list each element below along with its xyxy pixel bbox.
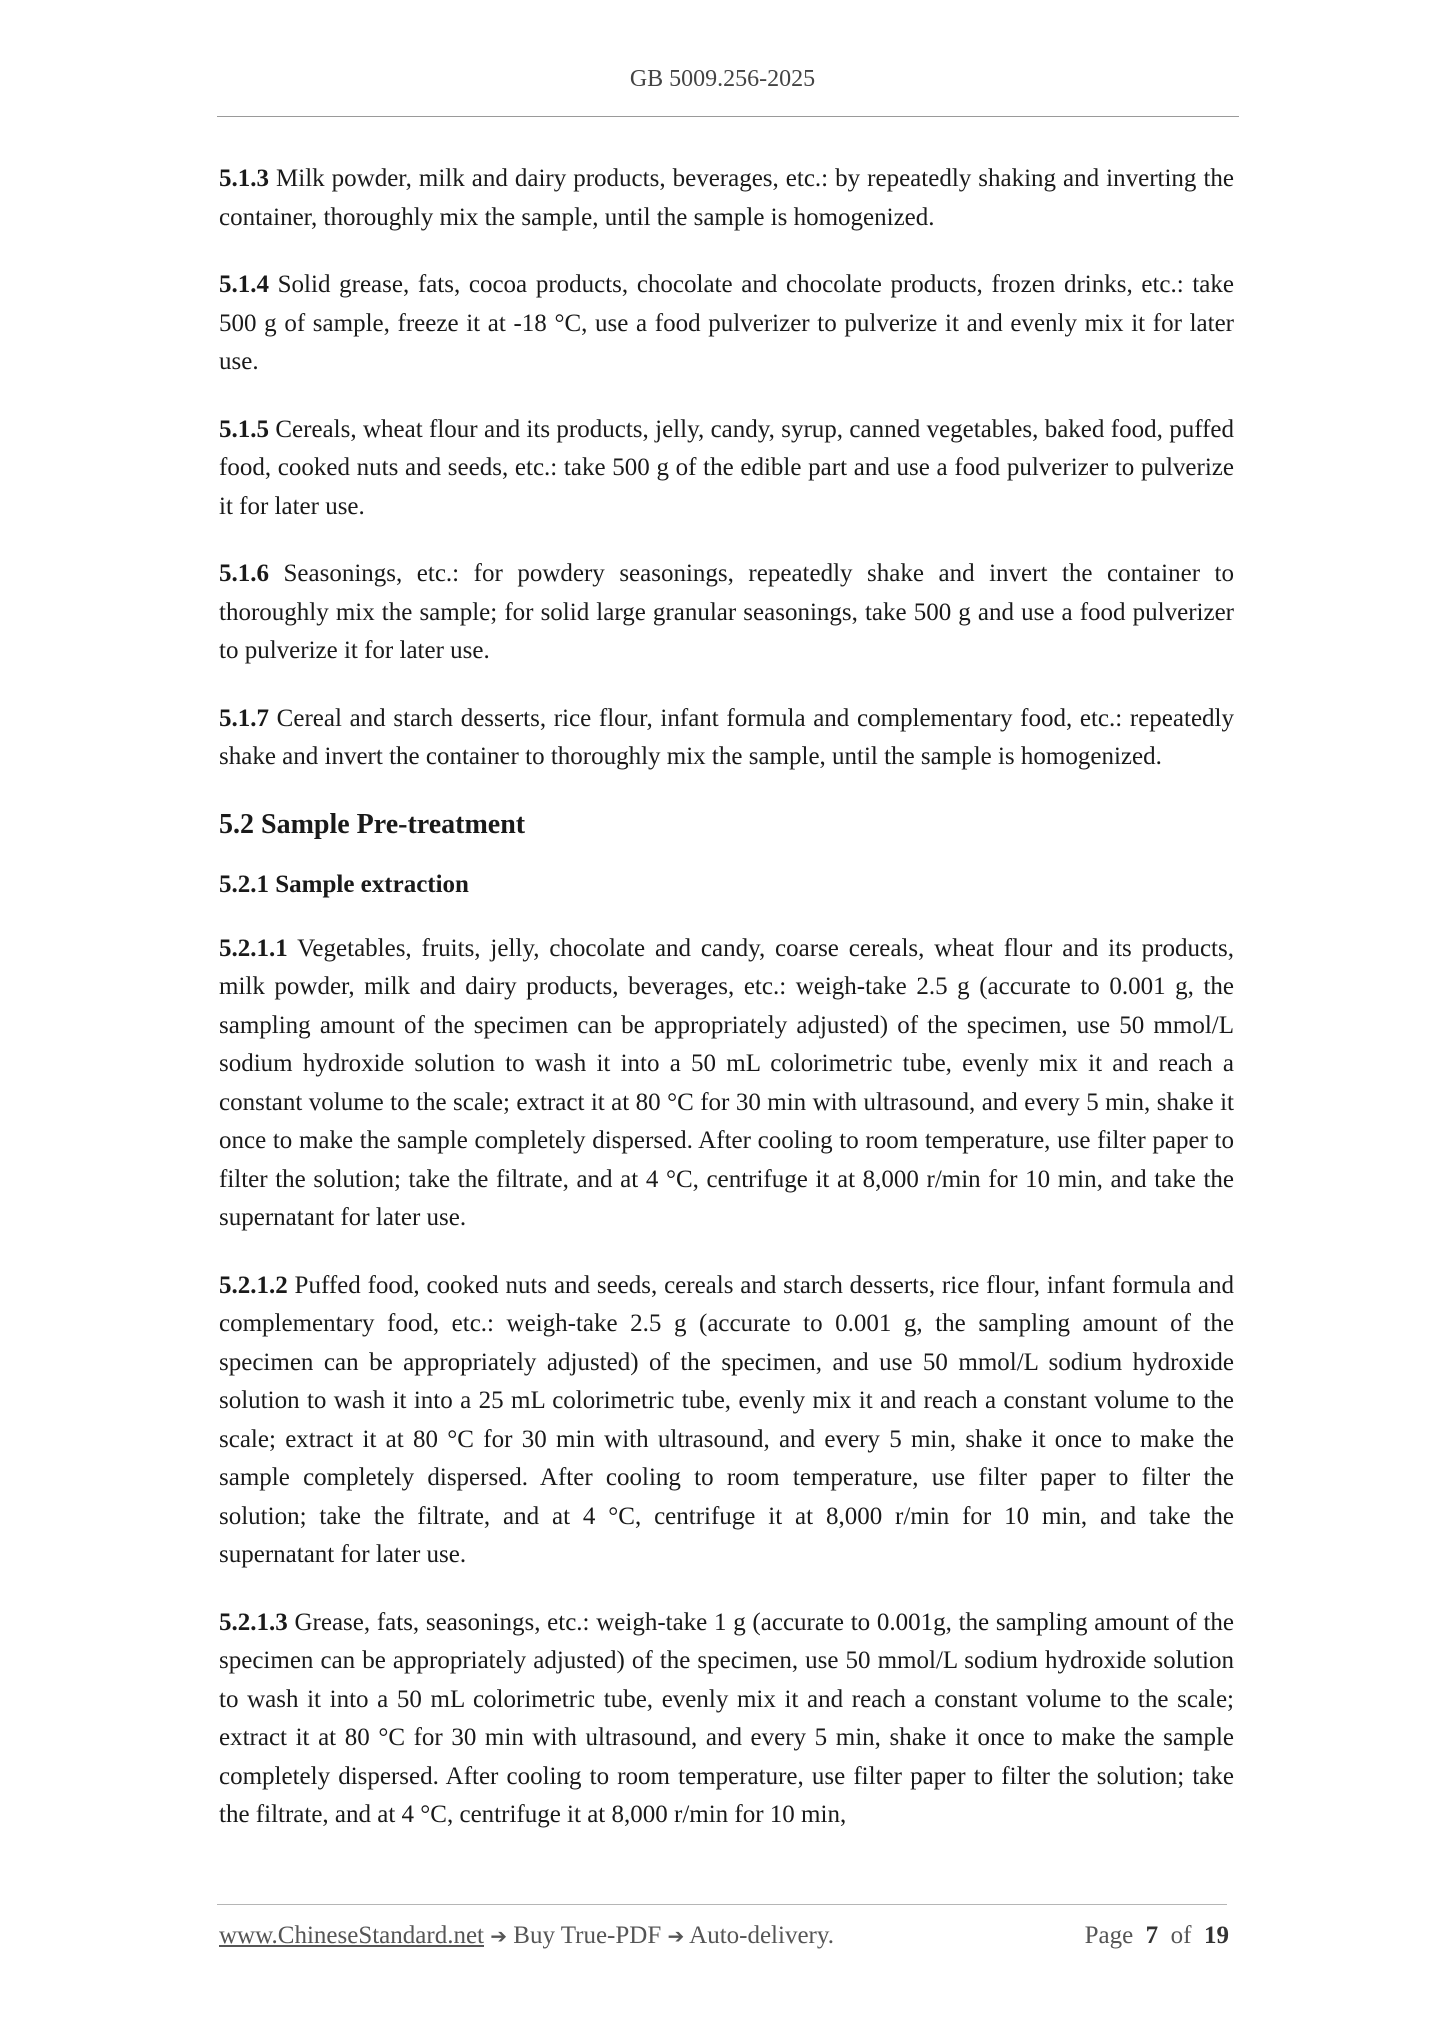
clause-5-1-3	[219, 160, 1234, 237]
footer-promo	[219, 1922, 834, 1950]
page-number: 7	[1145, 1922, 1159, 1949]
subsection-heading-5-2-1: 5.2.1 Sample extraction	[219, 870, 469, 898]
section-heading-5-2: 5.2 Sample Pre-treatment	[219, 808, 526, 840]
clause-number: 5.1.4	[219, 271, 269, 298]
clause-number: 5.1.7	[219, 704, 269, 732]
clause-text: Seasonings, etc.: for powdery seasonings, repeatedly shake and invert the container to thoroughly mix the sample; for solid large granular seasonings, take 500 g and use a food pulverizer to pulverize it for later use.	[219, 560, 1234, 664]
clause-text: Cereal and starch desserts, rice flour, infant formula and complementary food, etc.: repeatedly shake and invert the container to thoroughly mix the sample, until the sample is homogenized.	[219, 704, 1234, 770]
clause-number: 5.2.1.3	[219, 1608, 288, 1636]
of-label: of	[1170, 1922, 1192, 1949]
arrow-right-icon: ➔	[667, 1924, 685, 1948]
clause-text: Solid grease, fats, cocoa products, chocolate and chocolate products, frozen drinks, etc.: take 500 g of sample, freeze it at -18 °C, use a food pulverizer to pulverize it and evenly mix it for later use.	[219, 271, 1234, 375]
clause-text: Grease, fats, seasonings, etc.: weigh-take 1 g (accurate to 0.001g, the sampling amount of the specimen can be appropriately adjusted) of the specimen, use 50 mmol/L sodium hydroxide solution to wash it into a 50 mL colorimetric tube, evenly mix it and reach a constant volume to the scale; extract it at 80 °C for 30 min with ultrasound, and every 5 min, shake it once to make the sample completely dispersed. After cooling to room temperature, use filter paper to filter the solution; take the filtrate, and at 4 °C, centrifuge it at 8,000 r/min for 10 min,	[219, 1608, 1234, 1828]
document-header: GB 5009.256-2025	[629, 66, 816, 92]
clause-5-2-1-2	[219, 1267, 1234, 1575]
document-body	[219, 160, 1234, 1864]
page-indicator	[1085, 1922, 1229, 1950]
arrow-right-icon: ➔	[490, 1924, 508, 1948]
clause-number: 5.1.6	[219, 560, 269, 587]
website-link[interactable]: www.ChineseStandard.net	[219, 1922, 484, 1949]
clause-text: Puffed food, cooked nuts and seeds, cereals and starch desserts, rice flour, infant formula and complementary food, etc.: weigh-take 2.5 g (accurate to 0.001 g, the sampling amount of the specimen can be appropriately adjusted) of the specimen, and use 50 mmol/L sodium hydroxide solution to wash it into a 25 mL colorimetric tube, evenly mix it and reach a constant volume to the scale; extract it at 80 °C for 30 min with ultrasound, and every 5 min, shake it once to make the sample completely dispersed. After cooling to room temperature, use filter paper to filter the solution; take the filtrate, and at 4 °C, centrifuge it at 8,000 r/min for 10 min, and take the supernatant for later use.	[219, 1271, 1234, 1568]
page-footer	[219, 1922, 1229, 1958]
clause-5-1-6	[219, 555, 1234, 671]
page-total: 19	[1204, 1922, 1229, 1949]
clause-5-2-1-3	[219, 1604, 1234, 1835]
clause-5-1-5	[219, 411, 1234, 527]
header-divider	[217, 116, 1239, 117]
clause-text: Milk powder, milk and dairy products, beverages, etc.: by repeatedly shaking and inverting the container, thoroughly mix the sample, until the sample is homogenized.	[219, 165, 1234, 231]
clause-5-1-4	[219, 266, 1234, 382]
auto-delivery-text: Auto-delivery.	[684, 1922, 834, 1949]
clause-number: 5.1.3	[219, 165, 269, 192]
clause-number: 5.1.5	[219, 415, 269, 443]
footer-divider	[217, 1904, 1227, 1905]
clause-text: Vegetables, fruits, jelly, chocolate and candy, coarse cereals, wheat flour and its products, milk powder, milk and dairy products, beverages, etc.: weigh-take 2.5 g (accurate to 0.001 g, the sampling amount of the specimen can be appropriately adjusted) of the specimen, use 50 mmol/L sodium hydroxide solution to wash it into a 50 mL colorimetric tube, evenly mix it and reach a constant volume to the scale; extract it at 80 °C for 30 min with ultrasound, and every 5 min, shake it once to make the sample completely dispersed. After cooling to room temperature, use filter paper to filter the solution; take the filtrate, and at 4 °C, centrifuge it at 8,000 r/min for 10 min, and take the supernatant for later use.	[219, 934, 1234, 1231]
clause-5-2-1-1	[219, 930, 1234, 1238]
page-label: Page	[1084, 1922, 1134, 1949]
clause-text: Cereals, wheat flour and its products, jelly, candy, syrup, canned vegetables, baked food, puffed food, cooked nuts and seeds, etc.: take 500 g of the edible part and use a food pulverizer to pulverize it for later use.	[219, 415, 1234, 520]
clause-number: 5.2.1.1	[219, 934, 288, 962]
clause-number: 5.2.1.2	[219, 1271, 288, 1299]
buy-pdf-text: Buy True-PDF	[507, 1922, 668, 1949]
clause-5-1-7	[219, 700, 1234, 777]
